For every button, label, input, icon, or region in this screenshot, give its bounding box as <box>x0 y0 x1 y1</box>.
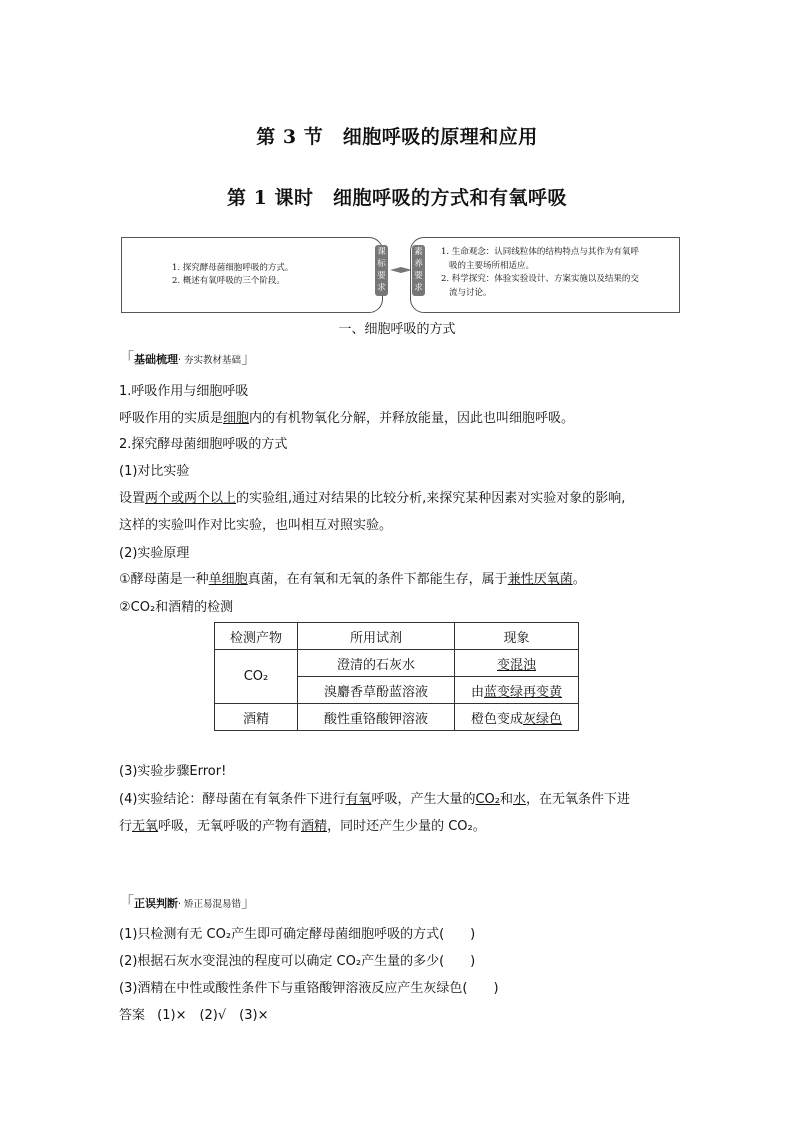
answer-line <box>119 1004 268 1023</box>
lesson-title: 第 1 课时 细胞呼吸的方式和有氧呼吸 <box>227 187 567 209</box>
section-heading: 一、细胞呼吸的方式 <box>338 322 456 337</box>
table-cell-co2: CO₂ <box>215 650 298 704</box>
conclusion-line-2: 行无氧呼吸，无氧呼吸的产物有酒精，同时还产生少量的 CO₂。 <box>119 819 486 834</box>
literacy-item-1-cont: 吸的主要场所相适应。 <box>449 260 535 271</box>
paragraph-yeast: ①酵母菌是一种单细胞真菌，在有氧和无氧的条件下都能生存，属于兼性厌氧菌。 <box>119 572 586 587</box>
basic-review-header: 「基础梳理· 夯实教材基础」 <box>119 349 257 367</box>
curriculum-item-2: 2. 概述有氧呼吸的三个阶段。 <box>172 276 285 286</box>
table-cell: 变混浊 <box>455 650 579 677</box>
table-cell: 橙色变成灰绿色 <box>455 704 579 731</box>
table-cell: 由蓝变绿再变黄 <box>455 677 579 704</box>
connector-diamond-icon <box>390 267 412 273</box>
judge-question-1: (1)只检测有无 CO₂产生即可确定酵母菌细胞呼吸的方式( ) <box>119 927 476 942</box>
literacy-tag: 素养要求 <box>412 245 425 296</box>
curriculum-item-1: 1. 探究酵母菌细胞呼吸的方式。 <box>172 263 294 273</box>
table-cell: 澄清的石灰水 <box>298 650 455 677</box>
subheading-steps: (3)实验步骤Error! <box>119 764 227 779</box>
paragraph-title-2: 2.探究酵母菌细胞呼吸的方式 <box>119 437 288 452</box>
paragraph-comparison-1: 设置两个或两个以上的实验组,通过对结果的比较分析,来探究某种因素对实验对象的影响, <box>119 491 626 506</box>
paragraph-title-1: 1.呼吸作用与细胞呼吸 <box>119 384 249 399</box>
table-cell-alcohol: 酒精 <box>215 704 298 731</box>
section-title: 第 3 节 细胞呼吸的原理和应用 <box>256 126 538 148</box>
answer-values: (1)× (2)√ (3)× <box>157 1008 269 1023</box>
table-cell: 溴麝香草酚蓝溶液 <box>298 677 455 704</box>
table-header-row <box>215 623 579 650</box>
literacy-requirements-box <box>410 237 680 313</box>
curriculum-requirements-box <box>121 237 383 313</box>
detection-table <box>214 622 579 731</box>
literacy-item-2-cont: 流与讨论。 <box>449 287 492 298</box>
subheading-principle: (2)实验原理 <box>119 546 190 561</box>
literacy-item-1: 1. 生命观念：认同线粒体的结构特点与其作为有氧呼 <box>441 247 639 257</box>
judge-question-2: (2)根据石灰水变混浊的程度可以确定 CO₂产生量的多少( ) <box>119 954 476 969</box>
detection-heading: ②CO₂和酒精的检测 <box>119 600 234 615</box>
judgement-header: 「正误判断· 矫正易混易错」 <box>119 893 257 911</box>
table-row <box>215 704 579 731</box>
conclusion-line-1: (4)实验结论：酵母菌在有氧条件下进行有氧呼吸，产生大量的CO₂和水，在无氧条件下进 <box>119 792 631 807</box>
table-cell: 酸性重铬酸钾溶液 <box>298 704 455 731</box>
table-header: 现象 <box>455 623 579 650</box>
subheading-comparison: (1)对比实验 <box>119 464 190 479</box>
table-row <box>215 650 579 677</box>
literacy-item-2: 2. 科学探究：体验实验设计、方案实施以及结果的交 <box>441 274 639 284</box>
curriculum-tag: 课标要求 <box>375 245 388 296</box>
answer-label: 答案 <box>119 1008 146 1023</box>
table-header: 所用试剂 <box>298 623 455 650</box>
paragraph-1: 呼吸作用的实质是细胞内的有机物氧化分解，并释放能量，因此也叫细胞呼吸。 <box>119 411 575 426</box>
judge-question-3: (3)酒精在中性或酸性条件下与重铬酸钾溶液反应产生灰绿色( ) <box>119 981 499 996</box>
table-header: 检测产物 <box>215 623 298 650</box>
paragraph-comparison-2: 这样的实验叫作对比实验，也叫相互对照实验。 <box>119 518 393 533</box>
